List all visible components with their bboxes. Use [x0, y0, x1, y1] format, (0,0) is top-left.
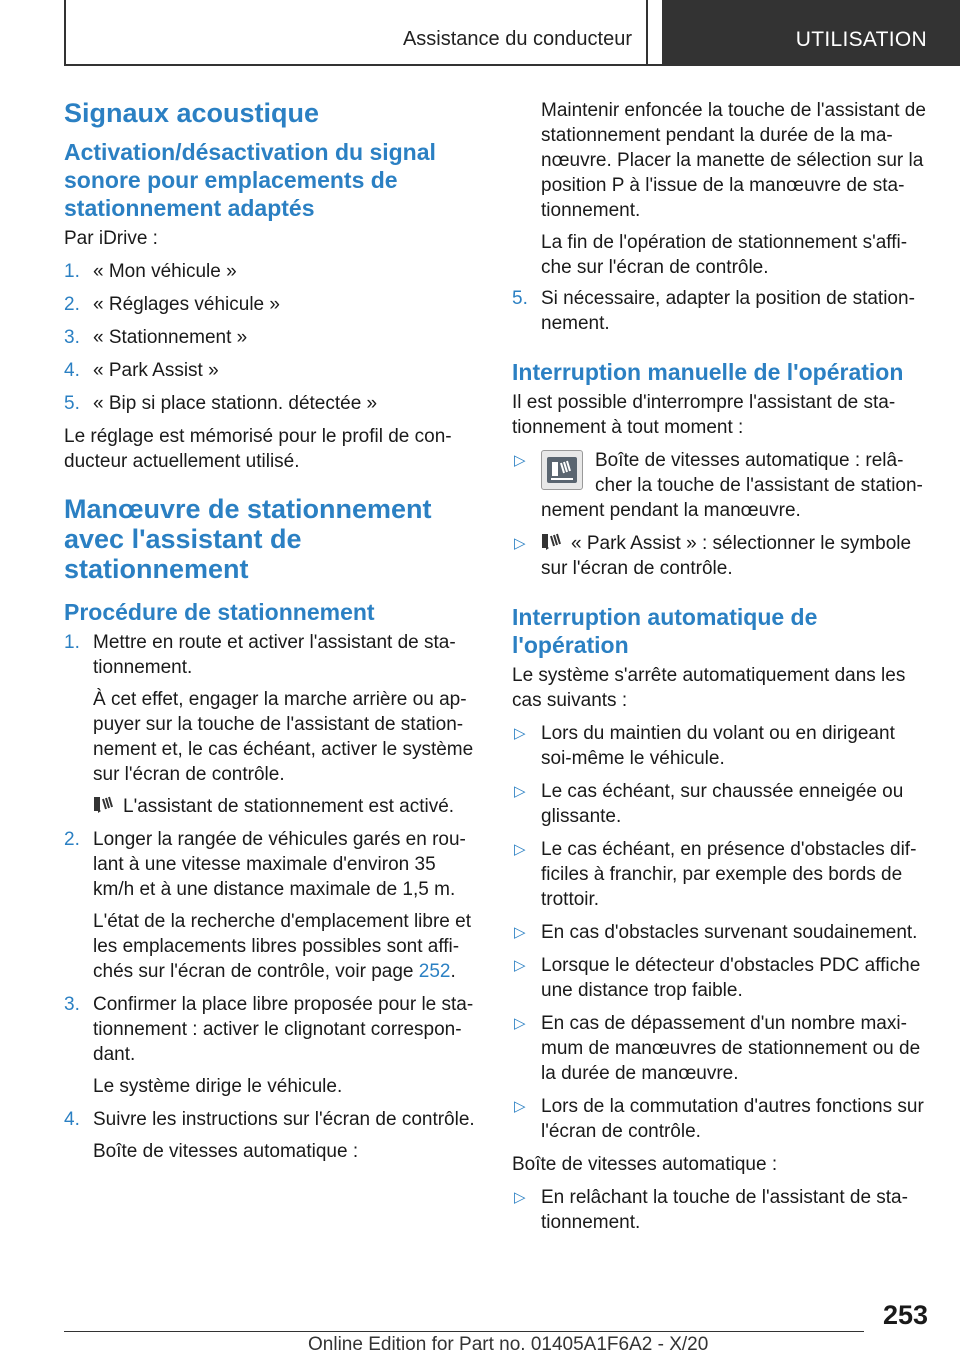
menu-steps-list	[64, 259, 480, 416]
heading-manoeuvre: Manœuvre de stationnement avec l'assistant de stationnement	[64, 494, 432, 584]
page-reference-link[interactable]: 252	[418, 961, 451, 982]
procedure-step-5: 5. Si nécessaire, adapter la position de stationnement.	[512, 288, 915, 334]
heading-manual-interruption: Interruption manuelle de l'opération	[512, 359, 904, 385]
auto-intro: Le système s'arrête automatiquement dans les cas suivants :	[512, 665, 906, 711]
list-item: 1. « Mon véhicule »	[64, 261, 237, 282]
list-item: ▷ En cas de dépassement d'un nombre maximum de manœuvres de stationnement ou de la durée de manœuvre.	[514, 1013, 921, 1084]
heading-automatic-interruption: Interruption automatique de l'opération	[512, 604, 818, 658]
list-item: 3. « Stationnement »	[64, 327, 248, 348]
park-assist-button-icon	[541, 450, 583, 490]
saved-note: Le réglage est mémorisé pour le profil de conducteur actuellement utilisé.	[64, 426, 452, 472]
heading-activation: Activation/désactivation du signal sonore pour emplacements de stationnement adaptés	[64, 139, 436, 221]
footer-edition: Online Edition for Part no. 01405A1F6A2 - X/20	[308, 1334, 709, 1355]
procedure-step-4: 4. Suivre les instructions sur l'écran de contrôle. Boîte de vitesses automatique :	[64, 1109, 475, 1162]
list-item: ▷ En cas d'obstacles survenant soudainement.	[514, 922, 918, 943]
header-section-title: Assistance du conducteur	[402, 28, 632, 50]
auto-gear-label: Boîte de vitesses automatique :	[512, 1154, 778, 1175]
procedure-step-3: 3. Confirmer la place libre proposée pour le stationnement : activer le clignotant correspondant. Le système dirige le véhicule.	[64, 994, 474, 1097]
idrive-intro: Par iDrive :	[64, 228, 158, 249]
header-section-box	[64, 0, 648, 64]
list-item: 4. « Park Assist »	[64, 360, 219, 381]
list-item: ▷ « Park Assist » : sélectionner le symbole sur l'écran de contrôle.	[514, 533, 912, 579]
list-item: ▷ Le cas échéant, sur chaussée enneigée ou glissante.	[514, 781, 904, 827]
footer-rule	[64, 1331, 864, 1332]
heading-procedure: Procédure de stationnement	[64, 599, 375, 625]
list-item: 2. « Réglages véhicule »	[64, 294, 280, 315]
header-chapter-title: UTILISATION	[795, 28, 927, 51]
list-item: 5. « Bip si place stationn. détectée »	[64, 393, 378, 414]
list-item: ▷ Lorsque le détecteur d'obstacles PDC affiche une distance trop faible.	[514, 955, 921, 1001]
right-column	[512, 98, 928, 1243]
park-assist-icon	[93, 795, 115, 815]
header-chapter-box	[662, 0, 960, 64]
page-number: 253	[882, 1300, 928, 1330]
auto-interruption-list	[512, 721, 928, 1144]
park-assist-icon	[541, 532, 563, 552]
procedure-step-4-continued: Maintenir enfoncée la touche de l'assistant de stationnement pendant la durée de la manœuvre. Placer la manette de sélection sur la position P à l'issue de la manœuvre de stationnement. La fin de l'opération de stationnement s'affiche sur l'écran de contrôle.	[541, 100, 926, 278]
manual-intro: Il est possible d'interrompre l'assistant de stationnement à tout moment :	[512, 392, 896, 438]
list-item: ▷ Lors de la commutation d'autres fonctions sur l'écran de contrôle.	[514, 1096, 924, 1142]
heading-acoustic-signals: Signaux acoustique	[64, 98, 320, 128]
list-item: ▷ Le cas échéant, en présence d'obstacles difficiles à franchir, par exemple des bords de trottoir.	[514, 839, 917, 910]
procedure-step-2: 2. Longer la rangée de véhicules garés en roulant à une vitesse maximale d'environ 35 km/h et à une distance maximale de 1,5 m. L'état de la recherche d'emplacement libre et les emplacements libres possibles sont affichés sur l'écran de contrôle, voir page 252.	[64, 829, 471, 982]
header-rule	[64, 64, 960, 66]
list-item: ▷ Lors du maintien du volant ou en dirigeant soi-même le véhicule.	[514, 723, 895, 769]
left-column	[64, 98, 480, 1172]
procedure-step-1: 1. Mettre en route et activer l'assistant de stationnement. À cet effet, engager la marche arrière ou appuyer sur la touche de l'assistant de stationnement et, le cas échéant, activer le système sur l'écran de contrôle. L'assistant de stationnement est activé.	[64, 632, 474, 817]
list-item: ▷ En relâchant la touche de l'assistant de stationnement.	[514, 1187, 908, 1233]
list-item: ▷ Boîte de vitesses automatique : relâcher la touche de l'assistant de stationnement pendant la manœuvre.	[514, 450, 923, 521]
